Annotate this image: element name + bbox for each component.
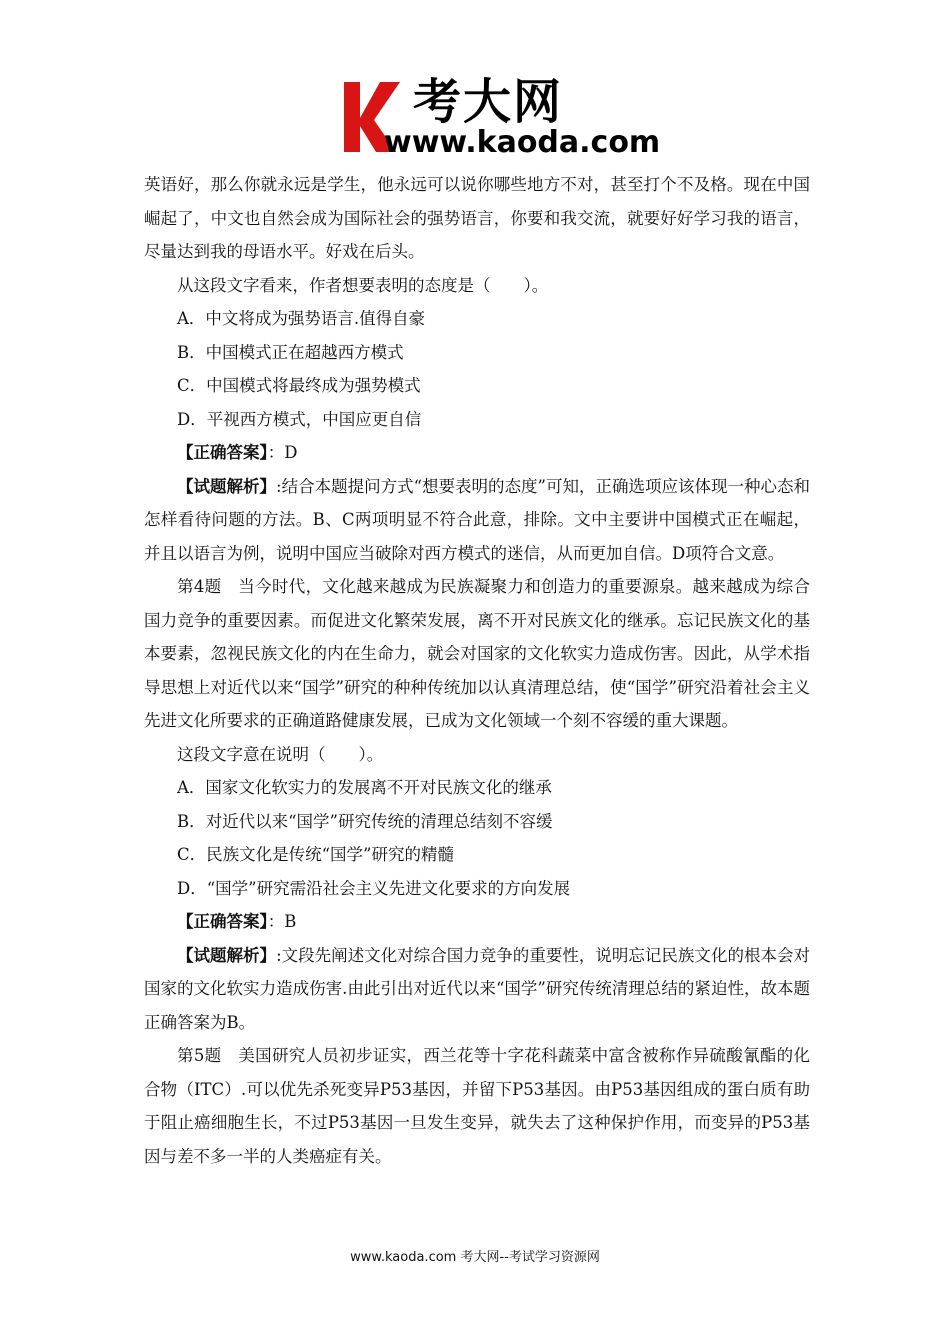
document-body bbox=[144, 168, 810, 1173]
answer-line bbox=[144, 905, 810, 939]
option-d: D．“国学”研究需沿社会主义先进文化要求的方向发展 bbox=[177, 878, 571, 898]
analysis-label: 【试题解析】 bbox=[177, 476, 277, 496]
option-b: B．对近代以来“国学”研究传统的清理总结刻不容缓 bbox=[177, 811, 553, 831]
analysis-text: :结合本题提问方式“想要表明的态度”可知，正确选项应该体现一种心态和怎样看待问题的方法。B、C两项明显不符合此意，排除。文中主要讲中国模式正在崛起，并且以语言为例，说明中国应当破除对西方模式的迷信，从而更加自信。D项符合文意。 bbox=[144, 476, 810, 563]
logo-url: www.kaoda.com bbox=[384, 125, 661, 160]
question-stem: 从这段文字看来，作者想要表明的态度是（ ）。 bbox=[177, 275, 549, 295]
option-a: A．国家文化软实力的发展离不开对民族文化的继承 bbox=[177, 778, 552, 797]
question-5-passage: 第5题 美国研究人员初步证实，西兰花等十字花科蔬菜中富含被称作异硫酸氰酯的化合物（ITC）.可以优先杀死变异P53基因，并留下P53基因。由P53基因组成的蛋白质有助于阻止癌细胞生长，不过P53基因一旦发生变异，就失去了这种保护作用，而变异的P53基因与差不多一半的人类癌症有关。 bbox=[144, 1046, 810, 1166]
logo-title: 考大网 bbox=[413, 74, 564, 130]
paragraph-continued: 英语好，那么你就永远是学生，他永远可以说你哪些地方不对，甚至打个不及格。现在中国崛起了，中文也自然会成为国际社会的强势语言，你要和我交流，就要好好学习我的语言，尽量达到我的母语水平。好戏在后头。 bbox=[144, 175, 810, 261]
question-4-passage: 第4题 当今时代，文化越来越成为民族凝聚力和创造力的重要源泉。越来越成为综合国力竞争的重要因素。而促进文化繁荣发展，离不开对民族文化的继承。忘记民族文化的基本要素，忽视民族文化的内在生命力，就会对国家的文化软实力造成伤害。因此，从学术指导思想上对近代以来“国学”研究的种种传统加以认真清理总结，使“国学”研究沿着社会主义先进文化所要求的正确道路健康发展，已成为文化领域一个刻不容缓的重大课题。 bbox=[144, 577, 810, 730]
answer-value: ：B bbox=[267, 912, 297, 931]
analysis-line bbox=[144, 939, 810, 1040]
analysis-label: 【试题解析】 bbox=[177, 945, 277, 965]
site-logo bbox=[340, 68, 660, 160]
answer-label: 【正确答案】 bbox=[177, 443, 268, 462]
analysis-text: :文段先阐述文化对综合国力竞争的重要性，说明忘记民族文化的根本会对国家的文化软实力造成伤害.由此引出对近代以来“国学”研究传统清理总结的紧迫性，故本题正确答案为B。 bbox=[144, 945, 811, 1032]
option-c: C．民族文化是传统“国学”研究的精髓 bbox=[177, 845, 454, 864]
option-c: C．中国模式将最终成为强势模式 bbox=[177, 376, 421, 395]
answer-line bbox=[144, 436, 810, 470]
question-stem: 这段文字意在说明（ ）。 bbox=[177, 744, 384, 764]
option-d: D．平视西方模式，中国应更自信 bbox=[177, 409, 422, 429]
answer-label: 【正确答案】 bbox=[177, 912, 268, 931]
option-a: A．中文将成为强势语言.值得自豪 bbox=[177, 309, 426, 328]
page-footer: www.kaoda.com 考大网--考试学习资源网 bbox=[350, 1250, 600, 1265]
answer-value: ：D bbox=[267, 443, 298, 462]
option-b: B．中国模式正在超越西方模式 bbox=[177, 342, 404, 362]
analysis-line bbox=[144, 470, 810, 571]
